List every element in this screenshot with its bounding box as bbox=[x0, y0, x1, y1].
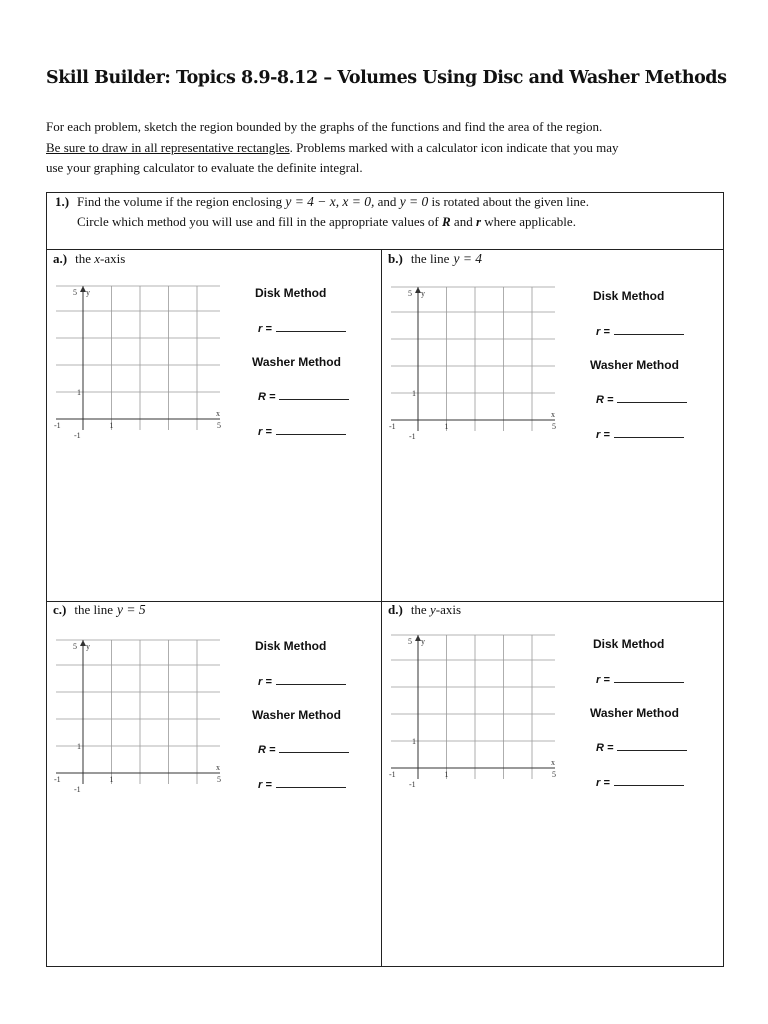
part-letter: b.) bbox=[388, 251, 403, 266]
part-letter: d.) bbox=[388, 602, 403, 617]
washer-small-r-field-label: r = bbox=[258, 779, 272, 791]
part-label bbox=[53, 602, 146, 618]
washer-big-r-field-label: R = bbox=[596, 394, 614, 406]
disk-r-field-blank[interactable] bbox=[614, 673, 684, 683]
washer-small-r-field-blank[interactable] bbox=[614, 428, 684, 438]
washer-big-r-field bbox=[596, 741, 687, 754]
x-max-label: 5 bbox=[217, 775, 221, 784]
y-neg-one-label: -1 bbox=[74, 431, 81, 440]
axis-suffix: -axis bbox=[435, 602, 462, 617]
x-max-label: 5 bbox=[217, 421, 221, 430]
x-neg-one-label: -1 bbox=[389, 770, 396, 779]
coordinate-grid[interactable] bbox=[385, 629, 565, 789]
method-options bbox=[252, 286, 372, 446]
problem-text: Find the volume if the region enclosing bbox=[77, 194, 286, 209]
disk-r-field-label: r = bbox=[596, 674, 610, 686]
part-letter: c.) bbox=[53, 602, 67, 617]
part-label bbox=[53, 251, 125, 267]
equation-3: y = 0 bbox=[399, 194, 429, 209]
disk-method-option[interactable]: Disk Method bbox=[593, 289, 665, 303]
y-one-label: 1 bbox=[412, 737, 416, 746]
y-axis-label: y bbox=[421, 289, 425, 298]
washer-small-r-field-label: r = bbox=[596, 429, 610, 441]
disk-r-field-blank[interactable] bbox=[276, 675, 346, 685]
problem-number: 1.) bbox=[55, 194, 70, 209]
washer-method-option[interactable]: Washer Method bbox=[252, 708, 341, 722]
disk-r-field-label: r = bbox=[258, 676, 272, 688]
coordinate-grid[interactable] bbox=[50, 634, 230, 794]
problem-header bbox=[47, 193, 723, 250]
disk-r-field-label: r = bbox=[258, 323, 272, 335]
part-text: the bbox=[75, 251, 95, 266]
washer-small-r-field bbox=[596, 776, 684, 789]
y-one-label: 1 bbox=[412, 389, 416, 398]
washer-big-r-field-blank[interactable] bbox=[279, 390, 349, 400]
x-axis-label: x bbox=[551, 410, 555, 419]
problem-statement-line-1 bbox=[77, 194, 589, 210]
y-one-label: 1 bbox=[77, 388, 81, 397]
x-neg-one-label: -1 bbox=[54, 421, 61, 430]
washer-big-r-field-label: R = bbox=[596, 742, 614, 754]
coordinate-grid[interactable] bbox=[50, 280, 230, 440]
line-equation: y = 4 bbox=[453, 251, 483, 266]
disk-r-field bbox=[258, 322, 346, 335]
instruction-text-end: where applicable. bbox=[481, 214, 576, 229]
x-neg-one-label: -1 bbox=[54, 775, 61, 784]
instructions-underlined: Be sure to draw in all representative rectangles bbox=[46, 139, 290, 155]
washer-small-r-field bbox=[258, 425, 346, 438]
washer-big-r-field bbox=[258, 390, 349, 403]
instructions-line-2: . Problems marked with a calculator icon indicate that you may bbox=[289, 139, 619, 155]
x-axis-label: x bbox=[551, 758, 555, 767]
axis-variable: y bbox=[429, 602, 436, 617]
y-axis-label: y bbox=[86, 642, 90, 651]
washer-small-r-field-label: r = bbox=[596, 777, 610, 789]
problem-text-end: is rotated about the given line. bbox=[428, 194, 589, 209]
equation-2: x = 0, bbox=[342, 194, 375, 209]
y-max-label: 5 bbox=[408, 637, 412, 646]
washer-method-option[interactable]: Washer Method bbox=[252, 355, 341, 369]
washer-big-r-field-label: R = bbox=[258, 744, 276, 756]
equation-1: y = 4 − x, bbox=[285, 194, 340, 209]
instructions-line-1: For each problem, sketch the region bounded by the graphs of the functions and find the area of the region. bbox=[46, 119, 603, 134]
x-one-label: 1 bbox=[444, 770, 449, 779]
small-r-label: r bbox=[475, 214, 482, 229]
washer-method-option[interactable]: Washer Method bbox=[590, 358, 679, 372]
big-r-label: R bbox=[442, 214, 451, 229]
axis-variable: x bbox=[94, 251, 101, 266]
washer-big-r-field bbox=[258, 743, 349, 756]
disk-r-field-blank[interactable] bbox=[276, 322, 346, 332]
y-axis-label: y bbox=[421, 637, 425, 646]
disk-method-option[interactable]: Disk Method bbox=[593, 637, 665, 651]
method-options bbox=[590, 289, 710, 449]
washer-small-r-field-blank[interactable] bbox=[614, 776, 684, 786]
washer-big-r-field-label: R = bbox=[258, 391, 276, 403]
y-max-label: 5 bbox=[73, 642, 77, 651]
part-text: the line bbox=[74, 602, 113, 617]
washer-small-r-field-blank[interactable] bbox=[276, 425, 346, 435]
washer-small-r-field bbox=[596, 428, 684, 441]
axis-suffix: -axis bbox=[100, 251, 126, 266]
disk-r-field bbox=[258, 675, 346, 688]
y-neg-one-label: -1 bbox=[74, 785, 81, 794]
disk-r-field-blank[interactable] bbox=[614, 325, 684, 335]
x-one-label: 1 bbox=[109, 421, 114, 430]
part-label bbox=[388, 602, 461, 618]
problem-statement-line-2 bbox=[77, 214, 576, 230]
washer-small-r-field bbox=[258, 778, 346, 791]
problem-and: and bbox=[374, 194, 400, 209]
disk-method-option[interactable]: Disk Method bbox=[255, 639, 327, 653]
instructions-line-3: use your graphing calculator to evaluate the definite integral. bbox=[46, 160, 363, 175]
x-axis-label: x bbox=[216, 763, 220, 772]
instructions bbox=[46, 117, 736, 179]
x-max-label: 5 bbox=[552, 770, 556, 779]
method-options bbox=[252, 639, 372, 799]
disk-method-option[interactable]: Disk Method bbox=[255, 286, 327, 300]
x-axis-label: x bbox=[216, 409, 220, 418]
washer-big-r-field-blank[interactable] bbox=[617, 393, 687, 403]
y-one-label: 1 bbox=[77, 742, 81, 751]
x-neg-one-label: -1 bbox=[389, 422, 396, 431]
y-neg-one-label: -1 bbox=[409, 432, 416, 441]
disk-r-field-label: r = bbox=[596, 326, 610, 338]
washer-method-option[interactable]: Washer Method bbox=[590, 706, 679, 720]
washer-big-r-field-blank[interactable] bbox=[617, 741, 687, 751]
method-options bbox=[590, 637, 710, 797]
part-text: the bbox=[410, 602, 430, 617]
page-title: Skill Builder: Topics 8.9-8.12 – Volumes Using Disc and Washer Methods bbox=[46, 68, 727, 88]
y-axis-label: y bbox=[86, 288, 90, 297]
disk-r-field bbox=[596, 325, 684, 338]
washer-small-r-field-blank[interactable] bbox=[276, 778, 346, 788]
line-equation: y = 5 bbox=[117, 602, 146, 617]
and-text: and bbox=[450, 214, 476, 229]
y-max-label: 5 bbox=[408, 289, 412, 298]
washer-small-r-field-label: r = bbox=[258, 426, 272, 438]
washer-big-r-field-blank[interactable] bbox=[279, 743, 349, 753]
coordinate-grid[interactable] bbox=[385, 281, 565, 441]
y-max-label: 5 bbox=[73, 288, 77, 297]
x-one-label: 1 bbox=[109, 775, 114, 784]
disk-r-field bbox=[596, 673, 684, 686]
x-one-label: 1 bbox=[444, 422, 449, 431]
part-label bbox=[388, 251, 482, 267]
y-neg-one-label: -1 bbox=[409, 780, 416, 789]
x-max-label: 5 bbox=[552, 422, 556, 431]
washer-big-r-field bbox=[596, 393, 687, 406]
part-letter: a.) bbox=[53, 251, 68, 266]
instruction-text: Circle which method you will use and fill in the appropriate values of bbox=[77, 214, 442, 229]
part-text: the line bbox=[410, 251, 450, 266]
